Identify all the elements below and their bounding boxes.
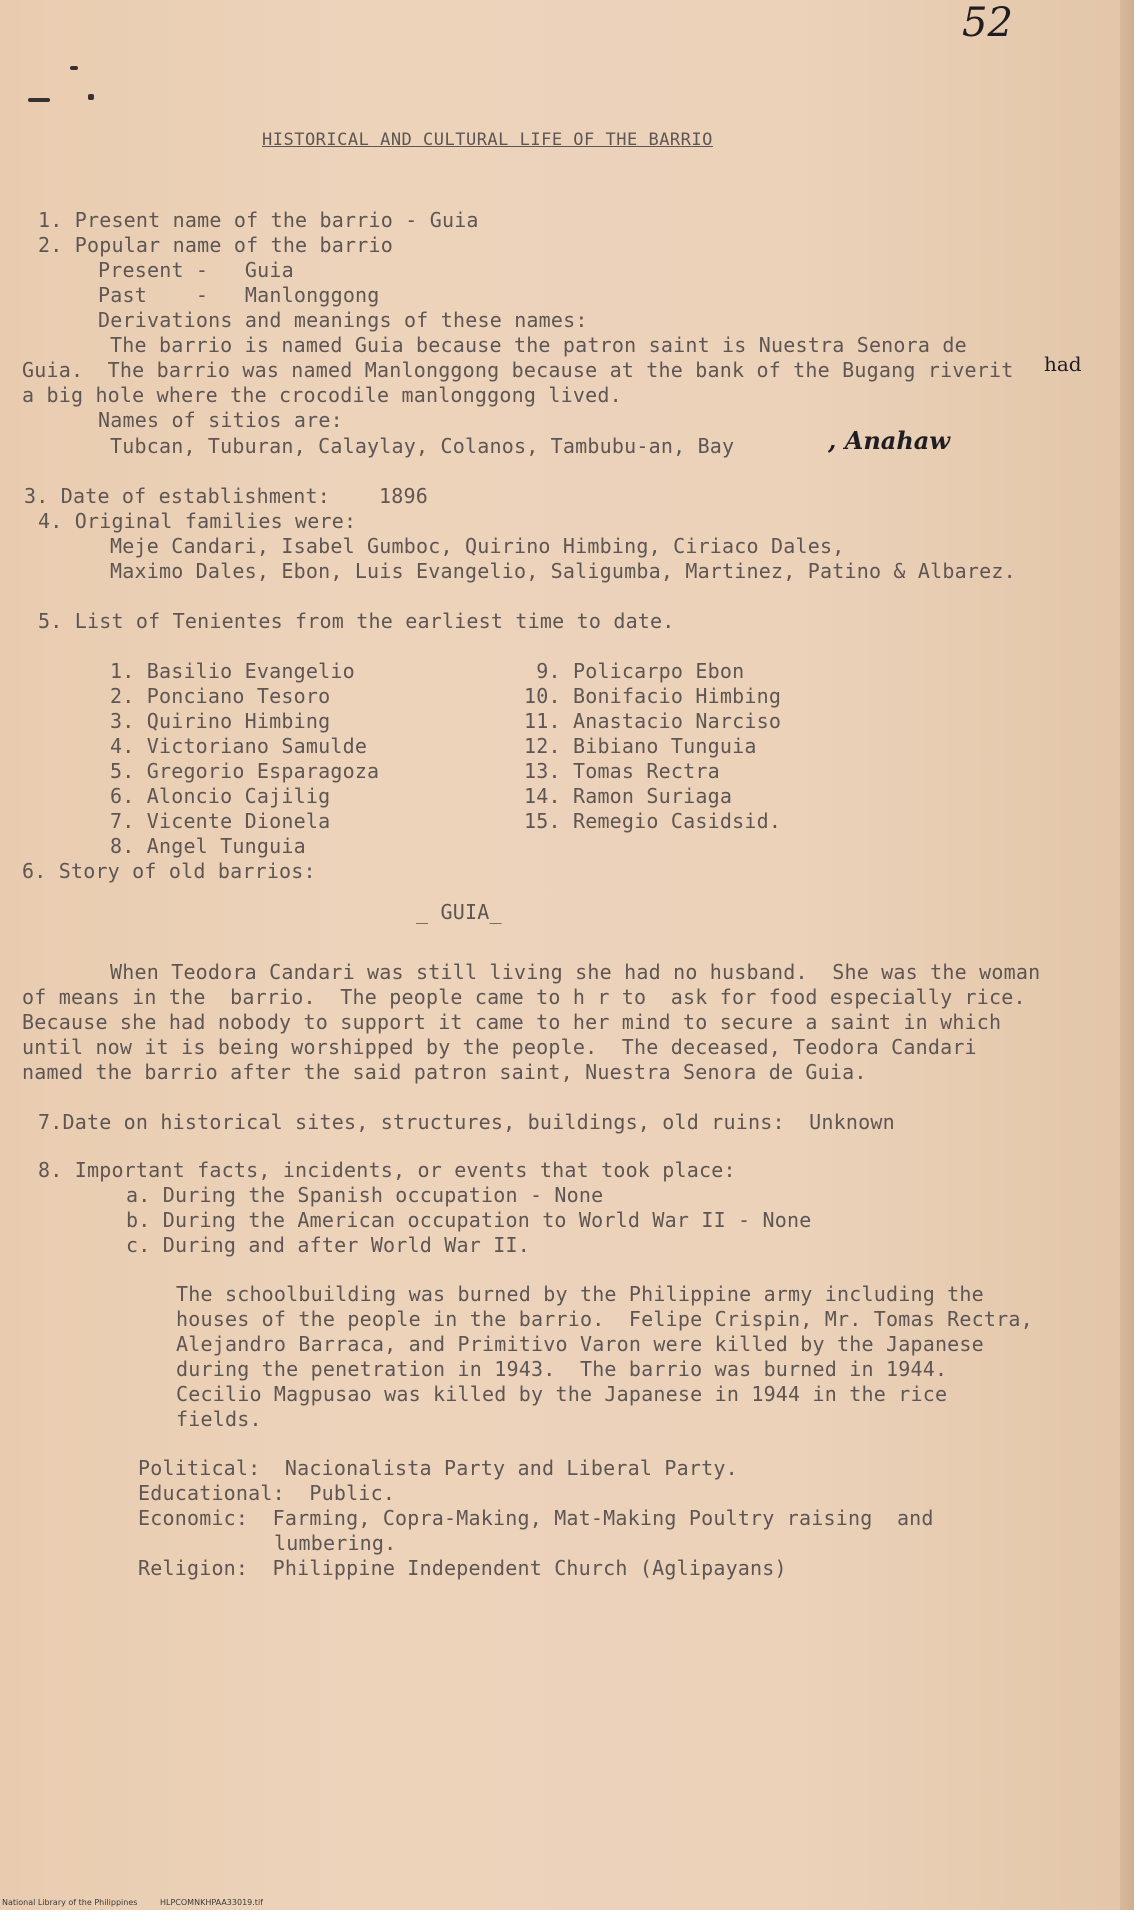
teniente-item: 6. Aloncio Cajilig	[110, 784, 331, 808]
teniente-item: 1. Basilio Evangelio	[110, 659, 355, 683]
item-2-popular-name: 2. Popular name of the barrio	[38, 233, 393, 257]
past-name: Past - Manlonggong	[98, 283, 380, 307]
wwii-line: fields.	[176, 1407, 262, 1431]
sitios-label: Names of sitios are:	[98, 408, 343, 432]
item-8-events: 8. Important facts, incidents, or events that took place:	[38, 1158, 736, 1182]
item-5-tenientes: 5. List of Tenientes from the earliest time to date.	[38, 609, 675, 633]
story-line: Because she had nobody to support it came to her mind to secure a saint in which	[22, 1010, 1002, 1034]
political-line: Political: Nacionalista Party and Liberal Party.	[138, 1456, 738, 1480]
teniente-item: 15. Remegio Casidsid.	[524, 809, 782, 833]
teniente-item: 2. Ponciano Tesoro	[110, 684, 331, 708]
teniente-item: 4. Victoriano Samulde	[110, 734, 368, 758]
footer-filename: HLPCOMNKHPAA33019.tif	[160, 1898, 263, 1907]
economic-line-1: Economic: Farming, Copra-Making, Mat-Making Poultry raising and	[138, 1506, 934, 1530]
story-line: named the barrio after the said patron saint, Nuestra Senora de Guia.	[22, 1060, 867, 1084]
teniente-item: 7. Vicente Dionela	[110, 809, 331, 833]
teniente-item: 5. Gregorio Esparagoza	[110, 759, 380, 783]
sitios-list: Tubcan, Tuburan, Calaylay, Colanos, Tambubu-an, Bay	[110, 434, 735, 458]
story-line: When Teodora Candari was still living she had no husband. She was the woman	[110, 960, 1041, 984]
ink-mark	[28, 98, 50, 102]
event-wwii: c. During and after World War II.	[126, 1233, 530, 1257]
wwii-line: Alejandro Barraca, and Primitivo Varon were killed by the Japanese	[176, 1332, 984, 1356]
present-name: Present - Guia	[98, 258, 294, 282]
derivation-line-2: Guia. The barrio was named Manlonggong because at the bank of the Bugang riverit	[22, 358, 1014, 382]
teniente-item: 10. Bonifacio Himbing	[524, 684, 782, 708]
wwii-line: houses of the people in the barrio. Felipe Crispin, Mr. Tomas Rectra,	[176, 1307, 1033, 1331]
story-line: of means in the barrio. The people came to h r to ask for food especially rice.	[22, 985, 1026, 1009]
event-spanish: a. During the Spanish occupation - None	[126, 1183, 604, 1207]
story-line: until now it is being worshipped by the people. The deceased, Teodora Candari	[22, 1035, 977, 1059]
item-6-story: 6. Story of old barrios:	[22, 859, 316, 883]
ink-mark	[88, 94, 94, 100]
item-3-establishment: 3. Date of establishment: 1896	[24, 484, 428, 508]
wwii-line: The schoolbuilding was burned by the Philippine army including the	[176, 1282, 984, 1306]
families-line-2: Maximo Dales, Ebon, Luis Evangelio, Saligumba, Martinez, Patino & Albarez.	[110, 559, 1016, 583]
economic-line-2: lumbering.	[274, 1531, 397, 1555]
wwii-line: during the penetration in 1943. The barrio was burned in 1944.	[176, 1357, 948, 1381]
educational-line: Educational: Public.	[138, 1481, 396, 1505]
derivations-label: Derivations and meanings of these names:	[98, 308, 588, 332]
derivation-line-3: a big hole where the crocodile manlonggong lived.	[22, 383, 622, 407]
teniente-item: 9. Policarpo Ebon	[524, 659, 745, 683]
wwii-line: Cecilio Magpusao was killed by the Japanese in 1944 in the rice	[176, 1382, 948, 1406]
event-american: b. During the American occupation to World War II - None	[126, 1208, 812, 1232]
page-number: 52	[962, 0, 1013, 46]
footer-library: National Library of the Philippines	[2, 1898, 138, 1907]
teniente-item: 3. Quirino Himbing	[110, 709, 331, 733]
page-edge	[1120, 0, 1134, 1910]
religion-line: Religion: Philippine Independent Church (Aglipayans)	[138, 1556, 787, 1580]
teniente-item: 13. Tomas Rectra	[524, 759, 720, 783]
story-title: _ GUIA_	[416, 900, 502, 924]
handwritten-anahaw: , Anahaw	[828, 426, 950, 455]
teniente-item: 14. Ramon Suriaga	[524, 784, 733, 808]
teniente-item: 11. Anastacio Narciso	[524, 709, 782, 733]
ink-mark	[70, 66, 78, 70]
teniente-item: 12. Bibiano Tunguia	[524, 734, 757, 758]
teniente-item: 8. Angel Tunguia	[110, 834, 306, 858]
item-4-families: 4. Original families were:	[38, 509, 357, 533]
item-7-historical-sites: 7.Date on historical sites, structures, buildings, old ruins: Unknown	[38, 1110, 895, 1134]
derivation-line-1: The barrio is named Guia because the patron saint is Nuestra Senora de	[110, 333, 967, 357]
families-line-1: Meje Candari, Isabel Gumboc, Quirino Himbing, Ciriaco Dales,	[110, 534, 845, 558]
item-1-present-name: 1. Present name of the barrio - Guia	[38, 208, 479, 232]
document-title: HISTORICAL AND CULTURAL LIFE OF THE BARRIO	[262, 130, 713, 150]
handwritten-had: had	[1044, 352, 1082, 376]
